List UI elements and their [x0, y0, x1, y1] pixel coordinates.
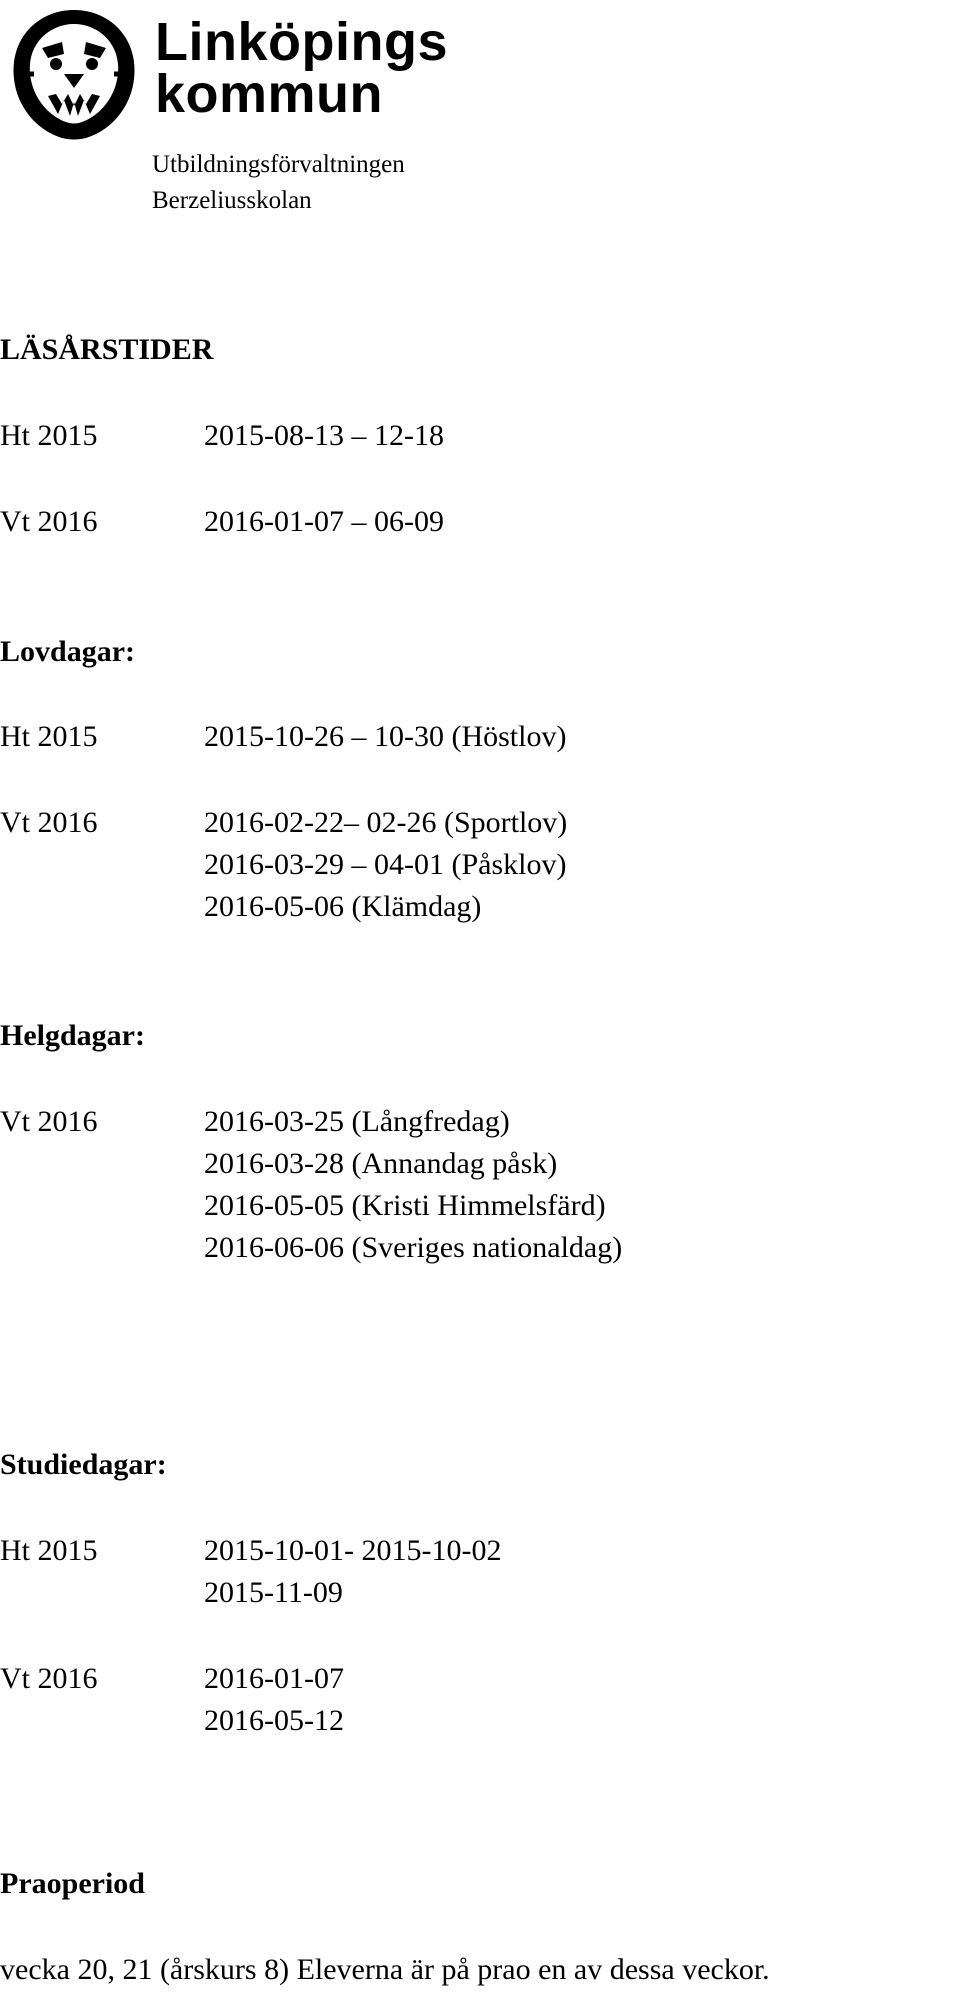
term-label: Ht 2015	[0, 419, 98, 452]
term-label: Vt 2016	[0, 1662, 98, 1695]
holiday-line: 2016-03-25 (Långfredag)	[204, 1105, 510, 1138]
org-name-line-1: Linköpings	[155, 12, 448, 72]
term-dates: 2016-01-07 – 06-09	[204, 505, 444, 538]
holiday-line: 2016-03-28 (Annandag påsk)	[204, 1147, 558, 1180]
terms-heading: LÄSÅRSTIDER	[0, 333, 214, 366]
lion-logo-icon	[4, 4, 144, 144]
public-holidays-heading: Helgdagar:	[0, 1019, 145, 1052]
prao-heading: Praoperiod	[0, 1867, 145, 1900]
org-name-line-2: kommun	[155, 64, 384, 124]
department-block	[152, 147, 405, 219]
prao-text: vecka 20, 21 (årskurs 8) Eleverna är på prao en av dessa veckor.	[0, 1953, 770, 1986]
term-label: Vt 2016	[0, 806, 98, 839]
term-label: Ht 2015	[0, 720, 98, 753]
holiday-line: 2015-10-26 – 10-30 (Höstlov)	[204, 720, 567, 753]
study-day-line: 2015-11-09	[204, 1576, 343, 1609]
organization-name	[155, 12, 448, 124]
holiday-line: 2016-05-05 (Kristi Himmelsfärd)	[204, 1189, 606, 1222]
school-name: Berzeliusskolan	[152, 187, 312, 214]
holiday-line: 2016-03-29 – 04-01 (Påsklov)	[204, 848, 567, 881]
term-dates: 2015-08-13 – 12-18	[204, 419, 444, 452]
study-days-heading: Studiedagar:	[0, 1448, 167, 1481]
holiday-line: 2016-06-06 (Sveriges nationaldag)	[204, 1231, 623, 1264]
holidays-off-heading: Lovdagar:	[0, 635, 135, 668]
study-day-line: 2016-01-07	[204, 1662, 344, 1695]
term-label: Ht 2015	[0, 1534, 98, 1567]
study-day-line: 2016-05-12	[204, 1704, 344, 1737]
term-label: Vt 2016	[0, 1105, 98, 1138]
department-name: Utbildningsförvaltningen	[152, 151, 405, 178]
term-label: Vt 2016	[0, 505, 98, 538]
holiday-line: 2016-02-22– 02-26 (Sportlov)	[204, 806, 568, 839]
holiday-line: 2016-05-06 (Klämdag)	[204, 890, 482, 923]
study-day-line: 2015-10-01- 2015-10-02	[204, 1534, 502, 1567]
